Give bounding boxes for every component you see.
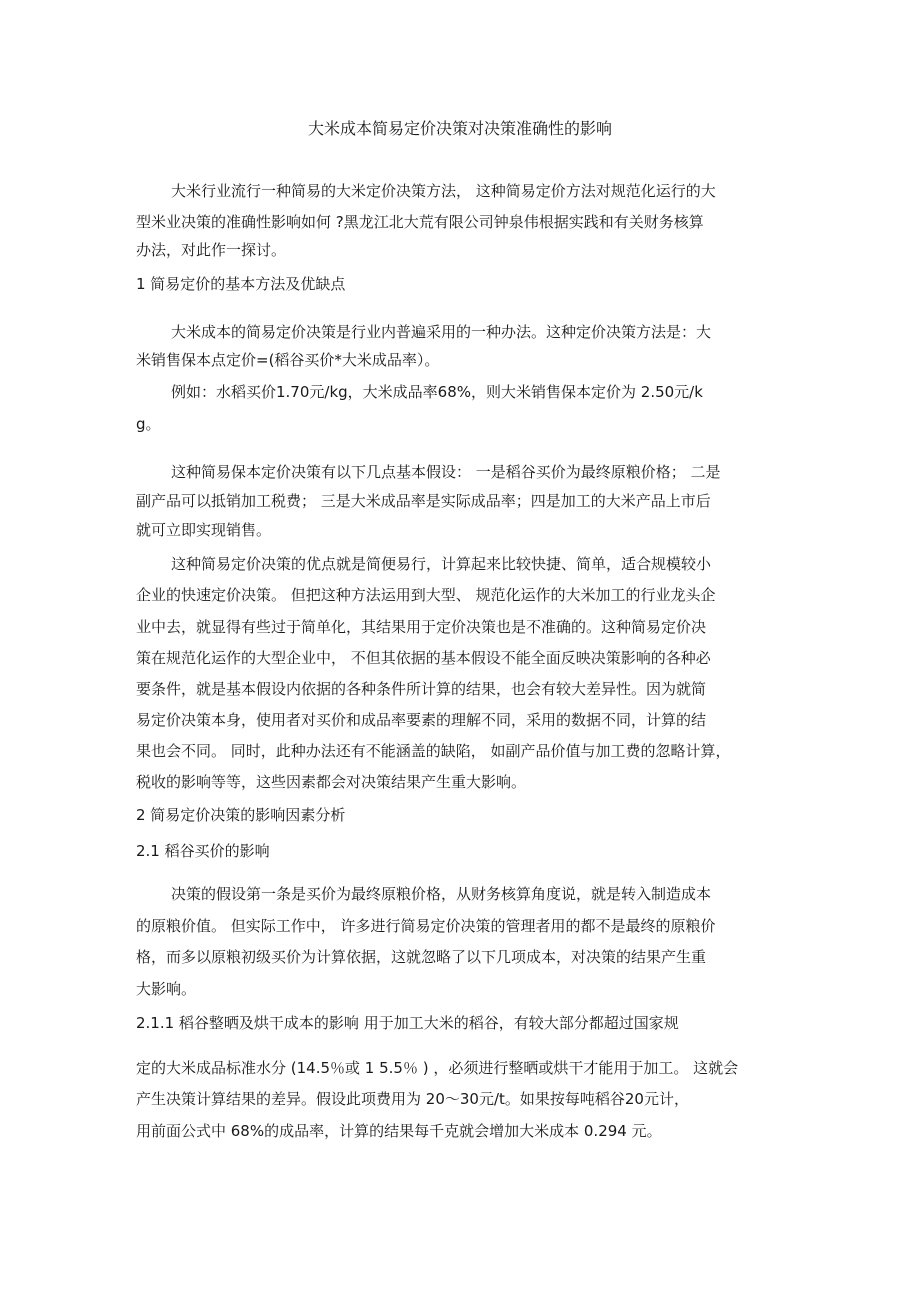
section-heading: 2 简易定价决策的影响因素分析 [136, 806, 346, 824]
paragraph-line: 易定价决策本身，使用者对买价和成品率要素的理解不同，采用的数据不同，计算的结 [136, 711, 707, 729]
paragraph-line: 策在规范化运作的大型企业中， 不但其依据的基本假设不能全面反映决策影响的各种必 [136, 649, 711, 667]
paragraph-line: 例如：水稻买价1.70元/kg，大米成品率68%，则大米销售保本定价为 2.50元/k [171, 383, 703, 401]
paragraph-line: g。 [136, 415, 161, 433]
paragraph-line: 2.1.1 稻谷整晒及烘干成本的影响 用于加工大米的稻谷，有较大部分都超过国家规 [136, 1014, 679, 1032]
subsection-heading: 2.1 稻谷买价的影响 [136, 842, 270, 860]
paragraph-line: 大米成本的简易定价决策是行业内普遍采用的一种办法。这种定价决策方法是：大 [171, 323, 712, 341]
paragraph-line: 税收的影响等等，这些因素都会对决策结果产生重大影响。 [136, 773, 527, 791]
paragraph-line: 要条件，就是基本假设内依据的各种条件所计算的结果，也会有较大差异性。因为就简 [136, 680, 707, 698]
document-title: 大米成本简易定价决策对决策准确性的影响 [307, 119, 612, 138]
paragraph-line: 大影响。 [136, 980, 197, 998]
paragraph-line: 型米业决策的准确性影响如何 ?黑龙江北大荒有限公司钟泉伟根据实践和有关财务核算 [136, 213, 704, 231]
section-heading: 1 简易定价的基本方法及优缺点 [136, 275, 346, 293]
paragraph-line: 办法，对此作一探讨。 [136, 241, 287, 259]
paragraph-line: 这种简易保本定价决策有以下几点基本假设： 一是稻谷买价为最终原粮价格； 二是 [171, 463, 721, 481]
paragraph-line: 就可立即实现销售。 [136, 521, 272, 539]
paragraph-line: 用前面公式中 68%的成品率，计算的结果每千克就会增加大米成本 0.294 元。 [136, 1122, 662, 1140]
paragraph-line: 米销售保本点定价=(稻谷买价*大米成品率）。 [136, 351, 440, 369]
paragraph-line: 决策的假设第一条是买价为最终原粮价格，从财务核算角度说，就是转入制造成本 [171, 885, 712, 903]
paragraph-line: 这种简易定价决策的优点就是简便易行，计算起来比较快捷、简单，适合规模较小 [171, 555, 712, 573]
paragraph-line: 企业的快速定价决策。 但把这种方法运用到大型、 规范化运作的大米加工的行业龙头企 [136, 586, 716, 604]
paragraph-line: 定的大米成品标准水分 (14.5％或 1 5.5％ ) ，必须进行整晒或烘干才能用于加工。 这就会 [136, 1059, 739, 1077]
paragraph-line: 大米行业流行一种简易的大米定价决策方法， 这种简易定价方法对规范化运行的大 [171, 182, 716, 200]
paragraph-line: 副产品可以抵销加工税费； 三是大米成品率是实际成品率；四是加工的大米产品上市后 [136, 492, 711, 510]
paragraph-line: 的原粮价值。 但实际工作中， 许多进行简易定价决策的管理者用的都不是最终的原粮价 [136, 917, 716, 935]
paragraph-line: 果也会不同。 同时，此种办法还有不能涵盖的缺陷， 如副产品价值与加工费的忽略计算， [136, 742, 731, 760]
paragraph-line: 业中去，就显得有些过于简单化，其结果用于定价决策也是不准确的。这种简易定价决 [136, 618, 707, 636]
paragraph-line: 格，而多以原粮初级买价为计算依据，这就忽略了以下几项成本，对决策的结果产生重 [136, 948, 707, 966]
paragraph-line: 产生决策计算结果的差异。假设此项费用为 20～30元/t。如果按每吨稻谷20元计， [136, 1090, 689, 1108]
